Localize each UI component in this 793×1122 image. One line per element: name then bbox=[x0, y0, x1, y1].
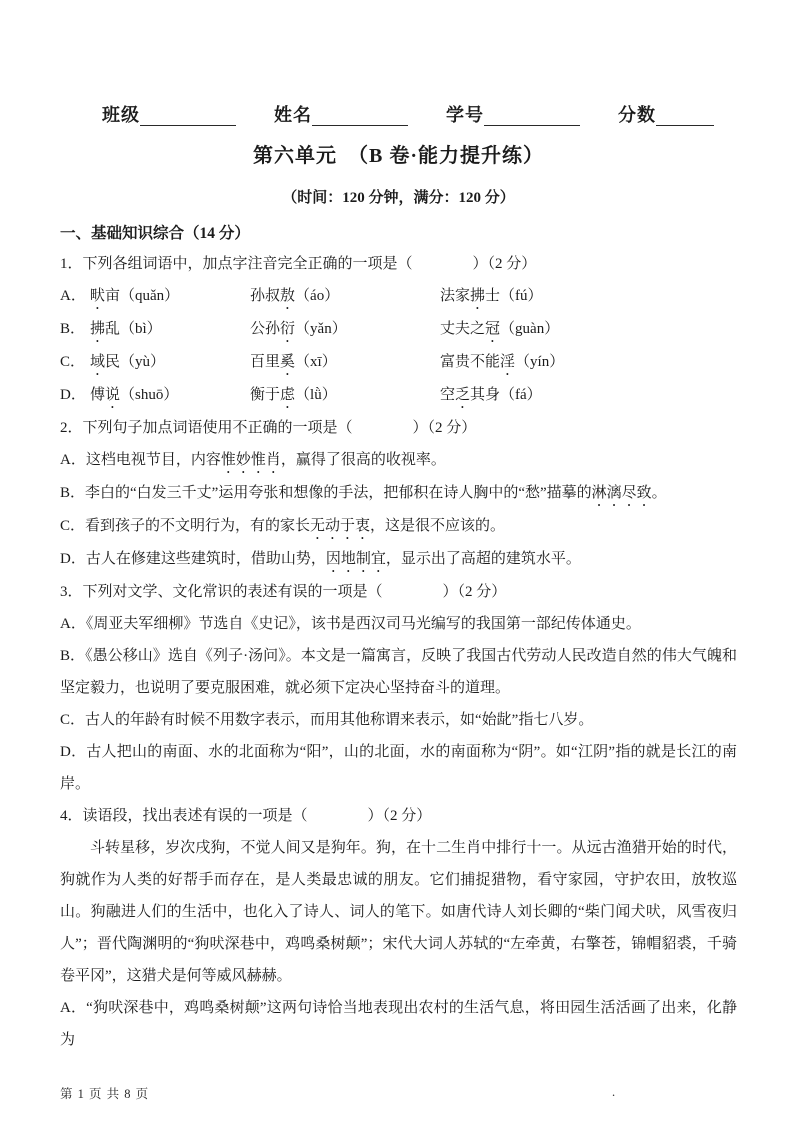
q2-option-a: A．这档电视节目，内容惟妙惟肖，赢得了很高的收视率。 bbox=[60, 452, 446, 468]
q1-stem: 1．下列各组词语中，加点字注音完全正确的一项是（ ）（2 分） bbox=[60, 256, 537, 272]
name-blank-line bbox=[312, 105, 408, 126]
name-field bbox=[274, 104, 408, 126]
option-item: 丈夫之冠（guàn） bbox=[440, 321, 560, 337]
option-item: 百里奚（xī） bbox=[250, 354, 337, 370]
score-blank-line bbox=[656, 105, 714, 126]
option-item: 拂乱（bì） bbox=[90, 321, 162, 337]
q2-option-d: D．古人在修建这些建筑时，借助山势，因地制宜，显示出了高超的建筑水平。 bbox=[60, 551, 581, 567]
q3-option-d: D．古人把山的南面、水的北面称为“阳”，山的北面，水的南面称为“阴”。如“江阴”指的就是长江的南岸。 bbox=[60, 744, 737, 792]
q2-option-c: C．看到孩子的不文明行为，有的家长无动于衷，这是很不应该的。 bbox=[60, 518, 506, 534]
q4-option-a: A．“狗吠深巷中，鸡鸣桑树颠”这两句诗恰当地表现出农村的生活气息，将田园生活活画了出来，化静为 bbox=[60, 1000, 737, 1048]
option-item: 法家拂士（fú） bbox=[440, 288, 543, 304]
q3-option-c: C．古人的年龄有时候不用数字表示，而用其他称谓来表示，如“始龀”指七八岁。 bbox=[60, 712, 594, 728]
exam-time-score-info: （时间：120 分钟，满分：120 分） bbox=[282, 190, 515, 206]
student-id-label: 学号 bbox=[446, 105, 484, 125]
q4-stem: 4．读语段，找出表述有误的一项是（ ）（2 分） bbox=[60, 808, 432, 824]
score-field bbox=[618, 104, 714, 126]
score-label: 分数 bbox=[618, 105, 656, 125]
section-heading: 一、基础知识综合（14 分） bbox=[60, 225, 250, 242]
option-letter: D． bbox=[60, 387, 86, 403]
option-item: 衡于虑（lǜ） bbox=[250, 387, 337, 403]
page-title: 第六单元 （B 卷·能力提升练） bbox=[252, 145, 544, 167]
option-item: 空乏其身（fá） bbox=[440, 387, 542, 403]
option-letter: C． bbox=[60, 354, 86, 370]
option-item: 畎亩（quǎn） bbox=[90, 288, 180, 304]
option-item: 公孙衍（yǎn） bbox=[250, 321, 347, 337]
q2-option-b: B．李白的“白发三千丈”运用夸张和想像的手法，把郁积在诗人胸中的“愁”描摹的淋漓尽致。 bbox=[60, 485, 667, 501]
q1-option-d bbox=[60, 379, 737, 412]
q3-stem: 3．下列对文学、文化常识的表述有误的一项是（ ）（2 分） bbox=[60, 584, 507, 600]
class-label: 班级 bbox=[102, 105, 140, 125]
q3-option-a: A．《周亚夫军细柳》节选自《史记》，该书是西汉司马光编写的我国第一部纪传体通史。 bbox=[60, 616, 641, 632]
q1-option-b bbox=[60, 313, 737, 346]
class-blank-line bbox=[140, 105, 236, 126]
page-number: 第 1 页 共 8 页 bbox=[60, 1087, 150, 1101]
stray-dot: . bbox=[612, 1085, 617, 1099]
q1-option-c bbox=[60, 346, 737, 379]
student-id-blank-line bbox=[484, 105, 580, 126]
class-field bbox=[102, 104, 236, 126]
q2-stem: 2．下列句子加点词语使用不正确的一项是（ ）（2 分） bbox=[60, 420, 477, 436]
option-letter: B． bbox=[60, 321, 86, 337]
option-item: 孙叔敖（áo） bbox=[250, 288, 340, 304]
option-item: 域民（yù） bbox=[90, 354, 166, 370]
option-item: 傅说（shuō） bbox=[90, 387, 179, 403]
q3-option-b: B．《愚公移山》选自《列子·汤问》。本文是一篇寓言，反映了我国古代劳动人民改造自然的伟大气魄和坚定毅力，也说明了要克服困难，就必须下定决心坚持奋斗的道理。 bbox=[60, 648, 737, 696]
option-item: 富贵不能淫（yín） bbox=[440, 354, 565, 370]
q1-option-a bbox=[60, 280, 737, 313]
name-label: 姓名 bbox=[274, 105, 312, 125]
option-letter: A． bbox=[60, 288, 86, 304]
page-footer bbox=[60, 1084, 737, 1104]
student-id-field bbox=[446, 104, 580, 126]
q4-passage: 斗转星移，岁次戌狗，不觉人间又是狗年。狗，在十二生肖中排行十一。从远古渔猎开始的时代，狗就作为人类的好帮手而存在，是人类最忠诚的朋友。它们捕捉猎物，看守家园，守护农田，放牧巡山。狗融进人们的生活中，也化入了诗人、词人的笔下。如唐代诗人刘长卿的“柴门闻犬吠，风雪夜归人”；晋代陶渊明的“狗吠深巷中，鸡鸣桑树颠”；宋代大词人苏轼的“左牵黄，右擎苍，锦帽貂裘，千骑卷平冈”，这猎犬是何等威风赫赫。 bbox=[60, 840, 737, 984]
student-info-row bbox=[60, 100, 737, 126]
